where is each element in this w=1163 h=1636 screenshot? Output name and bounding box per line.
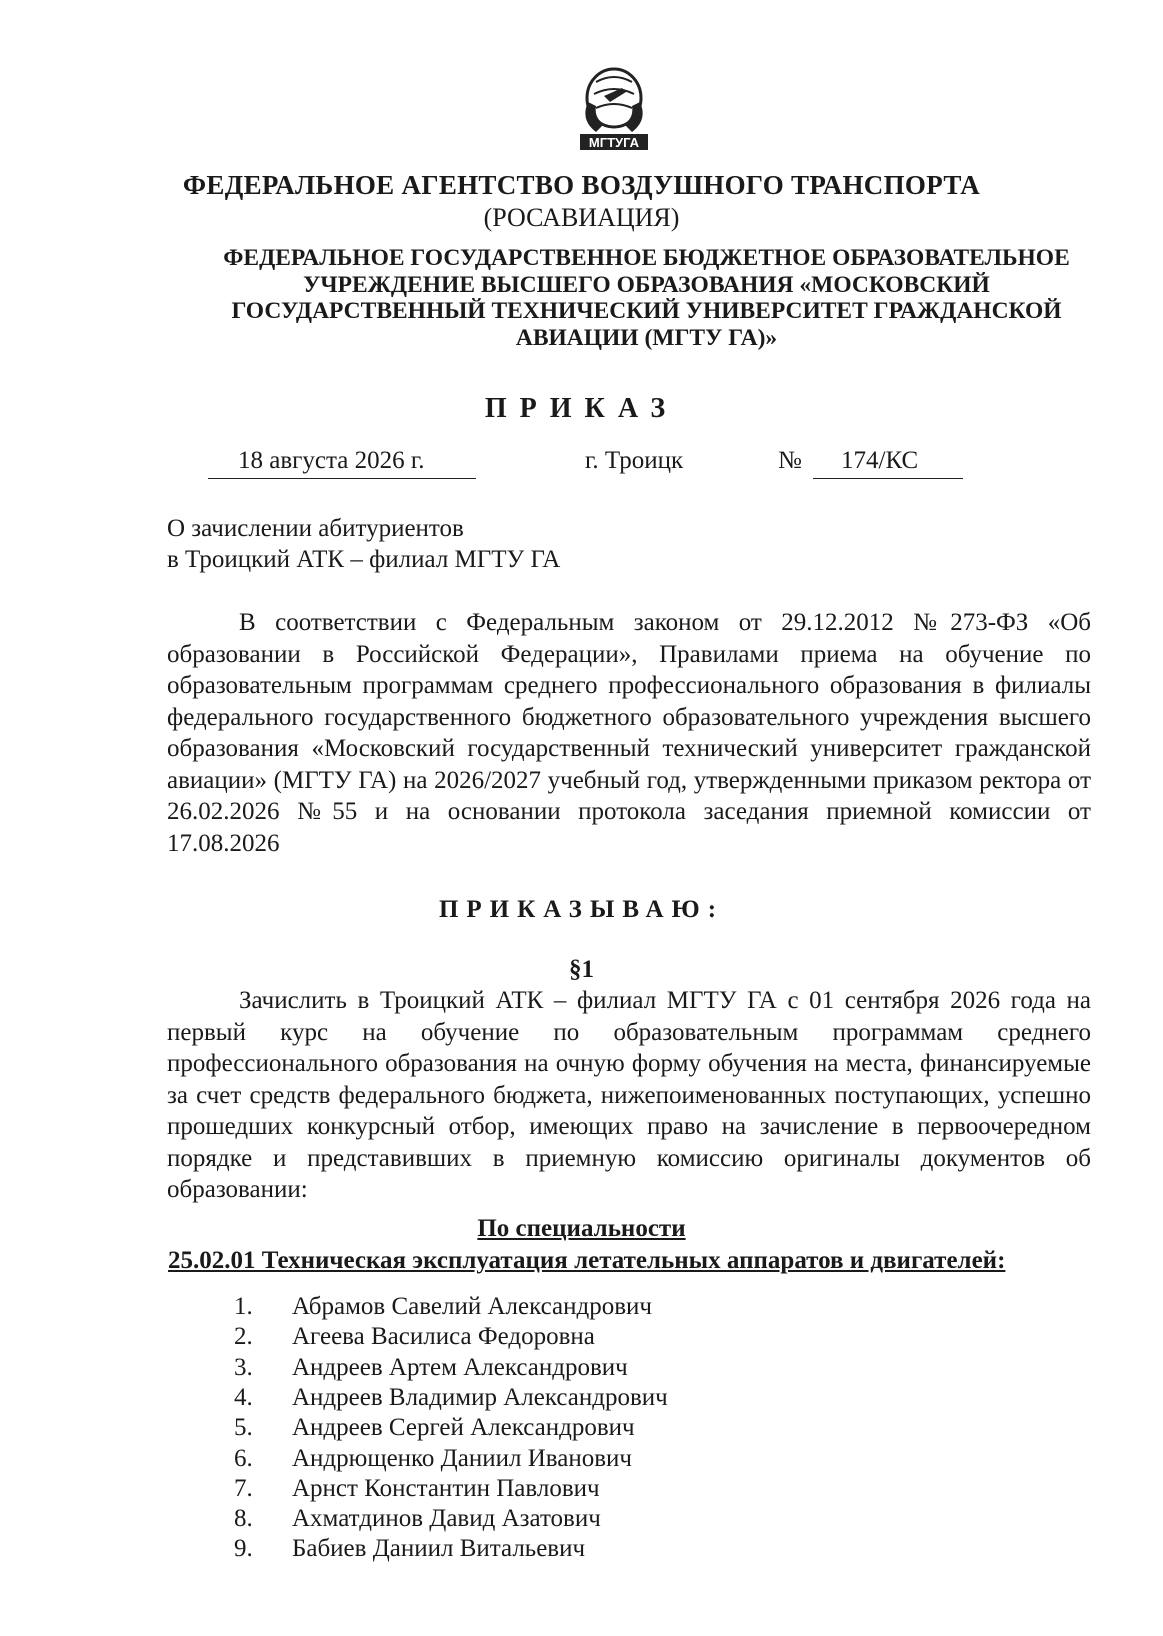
list-item-number: 5. — [234, 1414, 253, 1442]
document-title: ПРИКАЗ — [484, 393, 679, 424]
order-heading: ПРИКАЗЫВАЮ: — [438, 896, 725, 923]
section-number: §1 — [569, 956, 594, 983]
student-name: Андреев Владимир Александрович — [292, 1383, 668, 1411]
student-name: Андрющенко Даниил Иванович — [292, 1444, 632, 1472]
preamble-paragraph: В соответствии с Федеральным законом от 29.12.2012 №273-ФЗ «Об образовании в Российской Федерации», Правилами приема на обучение по образовательным программам среднего профессионального образования в филиалы федерального государственного бюджетного образовательного учреждения высшего образования «Московский государственный технический университет гражданской авиации» (МГТУ ГА) на 2026/2027 учебный год, утвержденными приказом ректора от 26.02.2026 №55 и на основании протокола заседания приемной комиссии от 17.08.2026 — [167, 609, 1091, 857]
order-date: 18 августа 2026 г. — [208, 447, 476, 479]
list-item-number: 1. — [234, 1293, 253, 1320]
number-sign: № — [778, 447, 802, 474]
order-city: г. Троицк — [585, 447, 684, 474]
agency-name: ФЕДЕРАЛЬНОЕ АГЕНТСТВО ВОЗДУШНОГО ТРАНСПОРТА — [182, 170, 981, 200]
enrollment-paragraph: Зачислить в Троицкий АТК – филиал МГТУ ГА с 01 сентября 2026 года на первый курс на обучение по образовательным программам среднего профессионального образования на очную форму обучения на места, финансируемые за счет средств федерального бюджета, нижепоименованных поступающих, успешно прошедших конкурсный отбор, имеющих право на зачисление в первоочередном порядке и представивших в приемную комиссию оригиналы документов об образовании: — [167, 987, 1091, 1203]
emblem-text: МГТУГА — [588, 135, 640, 150]
specialty-name: 25.02.01 Техническая эксплуатация летательных аппаратов и двигателей: — [168, 1247, 1006, 1274]
order-number: 174/КС — [813, 447, 963, 479]
list-item-number: 3. — [234, 1353, 253, 1381]
student-name: Андреев Сергей Александрович — [292, 1414, 635, 1442]
list-item-number: 2. — [234, 1323, 253, 1351]
student-name: Бабиев Даниил Витальевич — [292, 1535, 586, 1563]
university-emblem-icon — [566, 62, 662, 154]
list-item-number: 8. — [234, 1505, 253, 1533]
list-item-number: 9. — [234, 1535, 253, 1563]
student-name: Ахматдинов Давид Азатович — [292, 1505, 601, 1533]
list-item-number: 7. — [234, 1474, 253, 1502]
subject-line-1: О зачислении абитуриентов — [167, 515, 464, 542]
specialty-heading: По специальности — [477, 1215, 686, 1242]
institution-name: ФЕДЕРАЛЬНОЕ ГОСУДАРСТВЕННОЕ БЮДЖЕТНОЕ ОБРАЗОВАТЕЛЬНОЕ УЧРЕЖДЕНИЕ ВЫСШЕГО ОБРАЗОВАНИЯ «МОСКОВСКИЙ ГОСУДАРСТВЕННЫЙ ТЕХНИЧЕСКИЙ УНИВЕРСИТЕТ ГРАЖДАНСКОЙ АВИАЦИИ (МГТУ ГА)» — [223, 245, 1070, 351]
list-item-number: 4. — [234, 1383, 253, 1411]
agency-short-name: (РОСАВИАЦИЯ) — [483, 203, 680, 232]
student-name: Абрамов Савелий Александрович — [292, 1293, 652, 1320]
student-name: Арнст Константин Павлович — [292, 1474, 600, 1502]
student-name: Агеева Василиса Федоровна — [292, 1323, 595, 1351]
order-subject — [167, 513, 560, 575]
list-item-number: 6. — [234, 1444, 253, 1472]
subject-line-2: в Троицкий АТК – филиал МГТУ ГА — [167, 546, 561, 573]
student-name: Андреев Артем Александрович — [292, 1353, 628, 1381]
